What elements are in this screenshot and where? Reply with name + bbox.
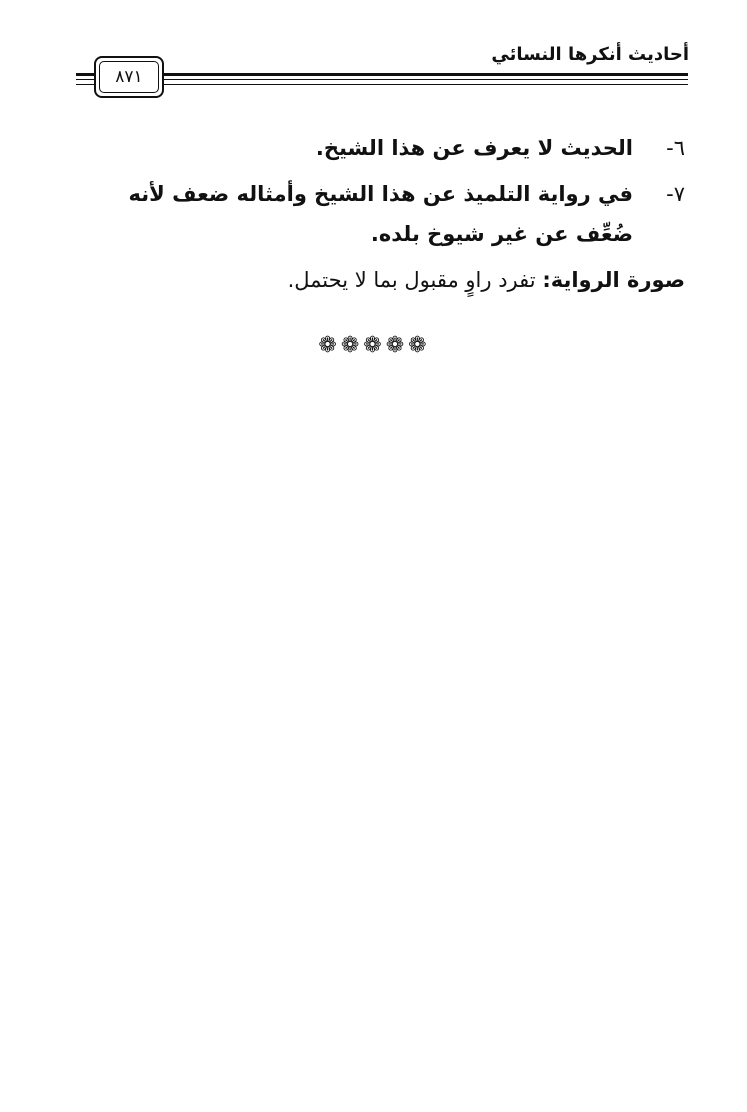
header-rule-thin — [76, 79, 688, 80]
page-number: ٨٧١ — [115, 67, 143, 87]
list-item-6 — [70, 128, 685, 168]
rosette-ornament-icon: ❁ — [318, 333, 339, 358]
narration-summary — [70, 260, 685, 300]
summary-label: صورة الرواية: — [542, 268, 685, 292]
header-rule-thick — [76, 73, 688, 76]
rosette-ornament-icon: ❁ — [340, 333, 362, 358]
summary-text: تفرد راوٍ مقبول بما لا يحتمل. — [287, 268, 536, 292]
rosette-ornament-icon: ❁ — [363, 333, 384, 358]
page-number-frame — [94, 56, 164, 98]
list-item-number: ٧- — [666, 182, 685, 206]
list-item-7 — [70, 174, 685, 254]
list-item-text: الحديث لا يعرف عن هذا الشيخ. — [315, 136, 633, 160]
running-title: أحاديث أنكرها النسائي — [491, 44, 689, 65]
rosette-ornament-icon: ❁ — [408, 333, 429, 358]
rosette-ornament-icon: ❁ — [385, 333, 407, 358]
header-rule-thin-lower — [76, 84, 688, 85]
page-body — [70, 128, 685, 300]
list-item-text: في رواية التلميذ عن هذا الشيخ وأمثاله ضعف لأنه ضُعِّف عن غير شيوخ بلده. — [128, 182, 633, 246]
list-item-number: ٦- — [666, 136, 685, 160]
section-end-ornaments — [0, 333, 747, 358]
